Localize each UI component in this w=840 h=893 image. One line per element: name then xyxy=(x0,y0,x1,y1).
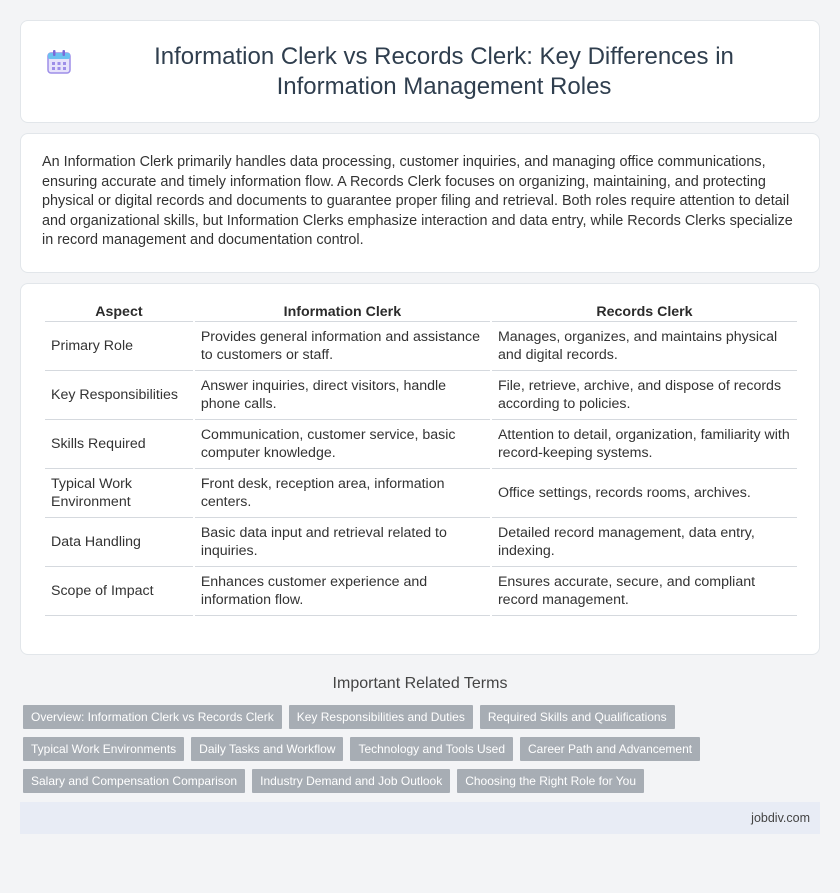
comparison-table xyxy=(43,298,799,616)
cell-information-clerk: Communication, customer service, basic computer knowledge. xyxy=(195,420,490,469)
cell-aspect: Primary Role xyxy=(45,322,193,371)
table-row xyxy=(45,469,797,518)
tag-row xyxy=(23,737,817,761)
table-row xyxy=(45,322,797,371)
related-tag[interactable]: Choosing the Right Role for You xyxy=(457,769,644,793)
cell-aspect: Typical Work Environment xyxy=(45,469,193,518)
related-tag[interactable]: Typical Work Environments xyxy=(23,737,184,761)
cell-information-clerk: Provides general information and assistance to customers or staff. xyxy=(195,322,490,371)
cell-aspect: Key Responsibilities xyxy=(45,371,193,420)
tag-row xyxy=(23,705,817,729)
table-row xyxy=(45,371,797,420)
title-card xyxy=(20,20,820,123)
cell-records-clerk: Attention to detail, organization, familiarity with record-keeping systems. xyxy=(492,420,797,469)
calendar-icon xyxy=(45,48,73,76)
intro-paragraph: An Information Clerk primarily handles data processing, customer inquiries, and managing office communications, ensuring accurate and timely information flow. A Records Clerk focuses on organizing, maintaining, and protecting physical or digital records and documents to guarantee proper filing and retrieval. Both roles require attention to detail and organizational skills, but Information Clerks emphasize interaction and data entry, while Records Clerks specialize in record management and documentation control. xyxy=(42,154,793,248)
cell-information-clerk: Front desk, reception area, information centers. xyxy=(195,469,490,518)
cell-aspect: Scope of Impact xyxy=(45,567,193,616)
table-header-row xyxy=(45,298,797,322)
related-tag[interactable]: Technology and Tools Used xyxy=(350,737,513,761)
cell-aspect: Skills Required xyxy=(45,420,193,469)
footer xyxy=(20,802,820,834)
related-tag[interactable]: Career Path and Advancement xyxy=(520,737,700,761)
table-row xyxy=(45,518,797,567)
cell-information-clerk: Enhances customer experience and information flow. xyxy=(195,567,490,616)
table-row xyxy=(45,567,797,616)
header-aspect: Aspect xyxy=(45,298,193,322)
related-tag[interactable]: Required Skills and Qualifications xyxy=(480,705,675,729)
tag-row xyxy=(23,769,817,793)
cell-records-clerk: Detailed record management, data entry, indexing. xyxy=(492,518,797,567)
header-records-clerk: Records Clerk xyxy=(492,298,797,322)
comparison-card xyxy=(20,283,820,655)
header-information-clerk: Information Clerk xyxy=(195,298,490,322)
related-tag[interactable]: Salary and Compensation Comparison xyxy=(23,769,245,793)
table-row xyxy=(45,420,797,469)
cell-aspect: Data Handling xyxy=(45,518,193,567)
cell-records-clerk: Manages, organizes, and maintains physical and digital records. xyxy=(492,322,797,371)
cell-records-clerk: Ensures accurate, secure, and compliant record management. xyxy=(492,567,797,616)
related-tag[interactable]: Industry Demand and Job Outlook xyxy=(252,769,450,793)
cell-information-clerk: Basic data input and retrieval related to inquiries. xyxy=(195,518,490,567)
related-tag[interactable]: Daily Tasks and Workflow xyxy=(191,737,343,761)
cell-records-clerk: File, retrieve, archive, and dispose of records according to policies. xyxy=(492,371,797,420)
cell-information-clerk: Answer inquiries, direct visitors, handle phone calls. xyxy=(195,371,490,420)
page-title: Information Clerk vs Records Clerk: Key Differences in Information Management Roles xyxy=(154,42,734,100)
intro-card xyxy=(20,133,820,273)
related-terms-title: Important Related Terms xyxy=(332,675,508,692)
footer-site-link[interactable]: jobdiv.com xyxy=(751,811,810,825)
related-terms-section xyxy=(0,675,840,793)
related-tags xyxy=(23,705,817,793)
related-tag[interactable]: Key Responsibilities and Duties xyxy=(289,705,473,729)
related-tag[interactable]: Overview: Information Clerk vs Records Clerk xyxy=(23,705,282,729)
cell-records-clerk: Office settings, records rooms, archives. xyxy=(492,469,797,518)
